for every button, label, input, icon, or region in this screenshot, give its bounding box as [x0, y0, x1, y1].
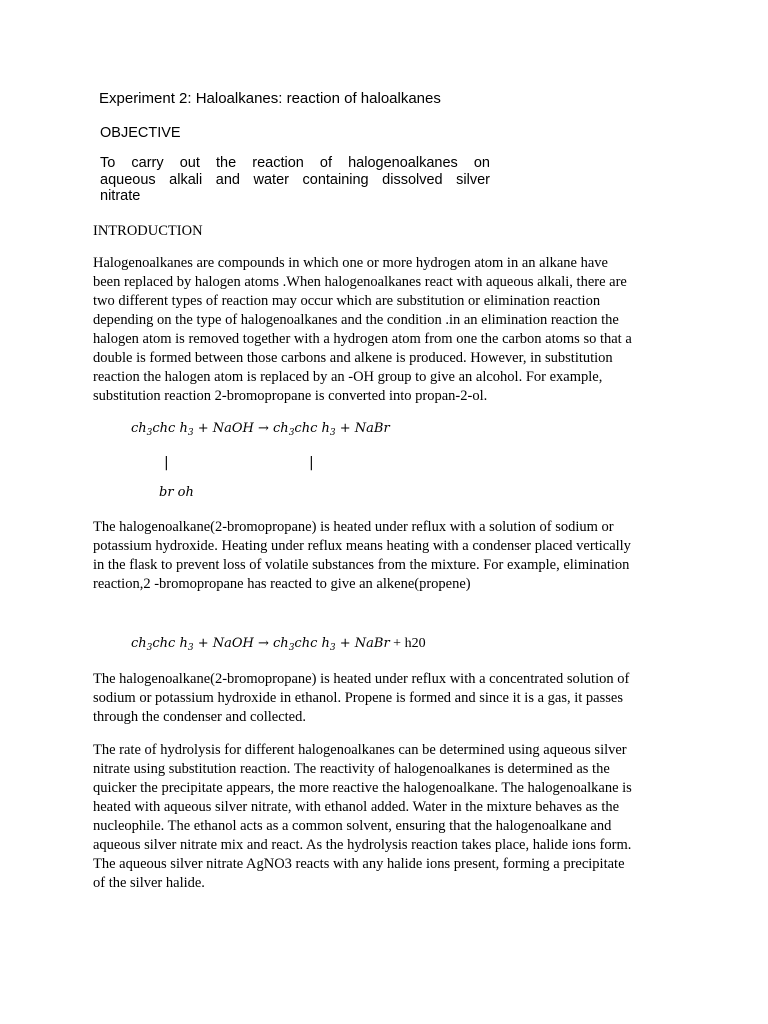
- paragraph-line: two different types of reaction may occur which are substitution or elimination reaction: [93, 293, 601, 309]
- paragraph-line: aqueous silver nitrate mix and react. As the hydrolysis reaction takes place, halide ions form.: [93, 837, 632, 853]
- paragraph-line: of the silver halide.: [93, 875, 205, 891]
- paragraph-line: heated with aqueous silver nitrate, with ethanol added. Water in the mixture behaves as the: [93, 799, 620, 815]
- paragraph-line: substitution reaction 2-bromopropane is converted into propan-2-ol.: [93, 388, 488, 404]
- paragraph-line: halogen atom is removed together with a hydrogen atom from one the carbon atoms so that a: [93, 331, 632, 347]
- paragraph-line: in the flask to prevent loss of volatile substances from the mixture. For example, elimination: [93, 557, 630, 573]
- paragraph-line: nucleophile. The ethanol acts as a common solvent, ensuring that the halogenoalkane and: [93, 818, 612, 834]
- objective-line: aqueous alkali and water containing dissolved silver: [100, 171, 490, 188]
- paragraph-line: reaction,2 -bromopropane has reacted to give an alkene(propene): [93, 576, 471, 592]
- hydrolysis-paragraph: [93, 741, 683, 893]
- elimination-equation: $ch_3chc$ $h_3$ + NaOH → $ch_3chc$ $h_3$ + NaBr + h20: [131, 636, 426, 653]
- document-title: Experiment 2: Haloalkanes: reaction of haloalkanes: [99, 90, 441, 107]
- objective-line-last: nitrate: [100, 188, 141, 204]
- substitution-equation: $ch_3chc$ $h_3$ + NaOH → $ch_3chc$ $h_3$ + NaBr: [131, 421, 390, 438]
- bond-line-left: |: [164, 455, 169, 471]
- objective-line: To carry out the reaction of halogenoalkanes on: [100, 155, 490, 171]
- paragraph-line: double is formed between those carbons and alkene is produced. However, in substitution: [93, 350, 613, 366]
- paragraph-line: nitrate using substitution reaction. The reactivity of halogenoalkanes is determined as the: [93, 761, 610, 777]
- paragraph-line: through the condenser and collected.: [93, 709, 306, 725]
- elimination-paragraph: [93, 670, 683, 727]
- introduction-paragraph: [93, 254, 683, 406]
- objective-text: [100, 155, 490, 188]
- bond-line-right: |: [309, 455, 314, 471]
- objective-heading: OBJECTIVE: [100, 125, 181, 141]
- paragraph-line: The halogenoalkane(2-bromopropane) is heated under reflux with a concentrated solution of: [93, 671, 630, 687]
- introduction-heading: INTRODUCTION: [93, 223, 203, 239]
- paragraph-line: Halogenoalkanes are compounds in which one or more hydrogen atom in an alkane have: [93, 255, 608, 271]
- reflux-paragraph: [93, 518, 683, 594]
- paragraph-line: The halogenoalkane(2-bromopropane) is heated under reflux with a solution of sodium or: [93, 519, 614, 535]
- paragraph-line: The aqueous silver nitrate AgNO3 reacts with any halide ions present, forming a precipitate: [93, 856, 625, 872]
- paragraph-line: been replaced by halogen atoms .When halogenoalkanes react with aqueous alkali, there are: [93, 274, 627, 290]
- paragraph-line: potassium hydroxide. Heating under reflux means heating with a condenser placed vertically: [93, 538, 631, 554]
- paragraph-line: sodium or potassium hydroxide in ethanol. Propene is formed and since it is a gas, it passes: [93, 690, 623, 706]
- paragraph-line: depending on the type of halogenoalkanes and the condition .in an elimination reaction the: [93, 312, 619, 328]
- paragraph-line: The rate of hydrolysis for different halogenoalkanes can be determined using aqueous silver: [93, 742, 627, 758]
- substituent-groups: br oh: [159, 485, 194, 500]
- paragraph-line: reaction the halogen atom is replaced by an -OH group to give an alcohol. For example,: [93, 369, 603, 385]
- paragraph-line: quicker the precipitate appears, the more reactive the halogenoalkane. The halogenoalkane is: [93, 780, 632, 796]
